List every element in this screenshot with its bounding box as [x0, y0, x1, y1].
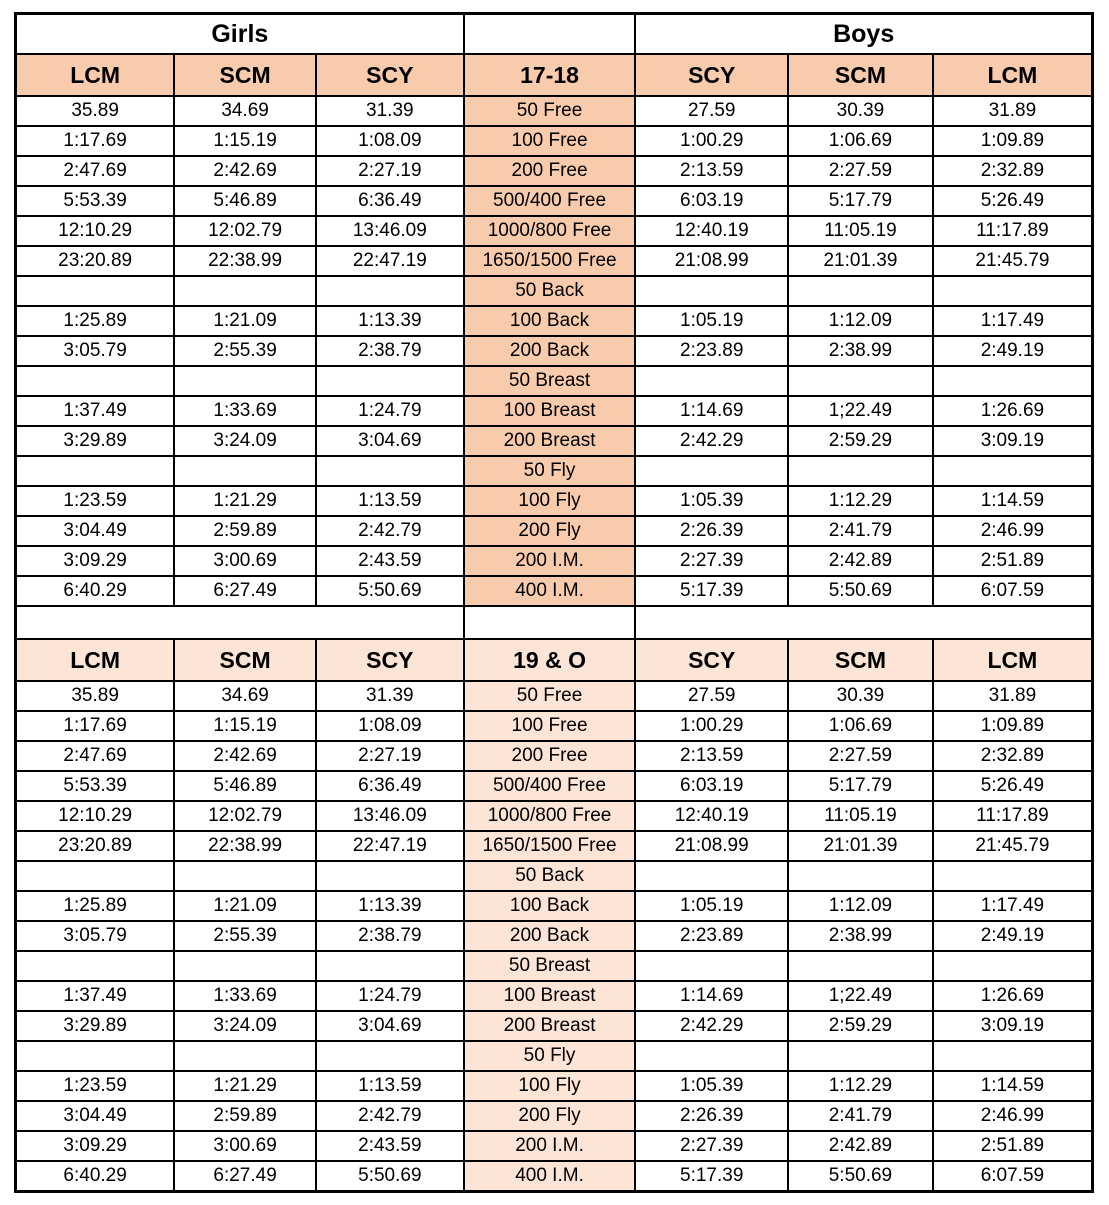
table-row [16, 741, 1093, 771]
event-cell: 100 Breast [464, 396, 636, 426]
time-cell [16, 456, 175, 486]
time-cell: 30.39 [788, 681, 933, 711]
time-cell: 2:13.59 [635, 741, 788, 771]
time-cell: 6:03.19 [635, 186, 788, 216]
time-cell: 2:43.59 [316, 1131, 464, 1161]
event-cell: 1650/1500 Free [464, 831, 636, 861]
time-cell: 2:59.29 [788, 426, 933, 456]
time-cell: 3:04.69 [316, 1011, 464, 1041]
time-cell: 2:26.39 [635, 516, 788, 546]
time-cell: 2:38.99 [788, 336, 933, 366]
time-cell: 22:47.19 [316, 831, 464, 861]
time-cell: 2:42.29 [635, 426, 788, 456]
time-cell: 3:05.79 [16, 336, 175, 366]
time-cell: 5:50.69 [788, 1161, 933, 1192]
time-cell: 2:59.29 [788, 1011, 933, 1041]
table-row [16, 246, 1093, 276]
time-cell: 2:46.99 [933, 1101, 1093, 1131]
time-cell: 1:21.09 [174, 306, 316, 336]
time-cell: 1:15.19 [174, 126, 316, 156]
table-row [16, 951, 1093, 981]
time-cell: 6:07.59 [933, 576, 1093, 606]
time-cell: 3:24.09 [174, 426, 316, 456]
event-cell: 100 Free [464, 126, 636, 156]
time-cell: 1:24.79 [316, 981, 464, 1011]
time-cell: 1:17.49 [933, 891, 1093, 921]
time-cell: 1:21.09 [174, 891, 316, 921]
standards-table-body [16, 14, 1093, 1192]
time-cell: 2:23.89 [635, 921, 788, 951]
time-cell: 2:51.89 [933, 546, 1093, 576]
time-cell: 1:00.29 [635, 711, 788, 741]
time-cell: 3:05.79 [16, 921, 175, 951]
boys-scy-header: SCY [635, 54, 788, 96]
time-cell: 3:24.09 [174, 1011, 316, 1041]
event-cell: 100 Fly [464, 486, 636, 516]
time-cell [933, 366, 1093, 396]
time-cell: 5:17.39 [635, 576, 788, 606]
time-cell: 1:12.29 [788, 1071, 933, 1101]
time-cell: 3:09.19 [933, 426, 1093, 456]
event-cell: 400 I.M. [464, 1161, 636, 1192]
time-cell: 11:17.89 [933, 216, 1093, 246]
time-cell: 1:17.49 [933, 306, 1093, 336]
girls-title: Girls [16, 14, 464, 55]
time-cell: 21:45.79 [933, 831, 1093, 861]
time-cell [16, 276, 175, 306]
boys-lcm-header: LCM [933, 54, 1093, 96]
age-group-header: 17-18 [464, 54, 636, 96]
table-row [16, 1161, 1093, 1192]
girls-lcm-header: LCM [16, 639, 175, 681]
time-cell: 1:00.29 [635, 126, 788, 156]
time-cell [316, 951, 464, 981]
girls-scy-header: SCY [316, 54, 464, 96]
time-cell: 3:00.69 [174, 1131, 316, 1161]
time-cell: 22:47.19 [316, 246, 464, 276]
time-cell: 2:59.89 [174, 516, 316, 546]
event-cell: 100 Back [464, 891, 636, 921]
time-cell: 1:14.69 [635, 981, 788, 1011]
time-cell: 2:38.79 [316, 921, 464, 951]
time-cell: 3:00.69 [174, 546, 316, 576]
time-cell [788, 456, 933, 486]
time-cell: 1:05.19 [635, 891, 788, 921]
time-cell [635, 861, 788, 891]
time-cell: 1:08.09 [316, 711, 464, 741]
time-cell [16, 861, 175, 891]
time-cell: 12:10.29 [16, 801, 175, 831]
time-cell [316, 366, 464, 396]
time-cell [635, 456, 788, 486]
table-row [16, 516, 1093, 546]
time-cell: 1:37.49 [16, 981, 175, 1011]
table-row [16, 1041, 1093, 1071]
age-group-header: 19 & O [464, 639, 636, 681]
event-cell: 1650/1500 Free [464, 246, 636, 276]
spacer-left [16, 606, 464, 639]
time-cell: 31.89 [933, 96, 1093, 126]
time-cell: 1:17.69 [16, 711, 175, 741]
time-cell: 1:09.89 [933, 711, 1093, 741]
event-cell: 200 Free [464, 156, 636, 186]
time-cell [788, 861, 933, 891]
event-cell: 500/400 Free [464, 186, 636, 216]
time-cell: 2:42.79 [316, 1101, 464, 1131]
table-row [16, 306, 1093, 336]
time-cell: 31.39 [316, 681, 464, 711]
time-cell [933, 456, 1093, 486]
time-cell: 1;22.49 [788, 981, 933, 1011]
time-cell [788, 1041, 933, 1071]
time-cell: 1:17.69 [16, 126, 175, 156]
time-cell: 6:27.49 [174, 576, 316, 606]
time-cell: 21:45.79 [933, 246, 1093, 276]
event-cell: 50 Free [464, 96, 636, 126]
time-cell: 12:10.29 [16, 216, 175, 246]
time-cell: 2:23.89 [635, 336, 788, 366]
time-cell: 31.89 [933, 681, 1093, 711]
boys-title: Boys [635, 14, 1092, 55]
time-cell: 1:26.69 [933, 396, 1093, 426]
event-cell: 100 Breast [464, 981, 636, 1011]
time-cell: 2:38.99 [788, 921, 933, 951]
time-cell: 1:05.39 [635, 486, 788, 516]
event-cell: 50 Back [464, 861, 636, 891]
time-cell: 5:50.69 [316, 576, 464, 606]
event-cell: 50 Breast [464, 366, 636, 396]
table-row [16, 1131, 1093, 1161]
time-cell: 6:07.59 [933, 1161, 1093, 1192]
time-cell: 1:33.69 [174, 396, 316, 426]
time-cell: 2:41.79 [788, 516, 933, 546]
event-cell: 200 Breast [464, 426, 636, 456]
time-cell: 2:42.89 [788, 1131, 933, 1161]
time-cell [16, 366, 175, 396]
time-cell: 1:23.59 [16, 1071, 175, 1101]
time-cell: 35.89 [16, 681, 175, 711]
table-row [16, 156, 1093, 186]
boys-scm-header: SCM [788, 639, 933, 681]
time-cell: 2:42.79 [316, 516, 464, 546]
time-cell: 1:13.59 [316, 1071, 464, 1101]
time-cell [933, 861, 1093, 891]
time-cell [788, 951, 933, 981]
time-cell [316, 1041, 464, 1071]
time-standards-sheet [14, 12, 1094, 1193]
time-cell: 5:46.89 [174, 186, 316, 216]
table-row [16, 396, 1093, 426]
time-cell: 5:50.69 [788, 576, 933, 606]
time-cell: 5:26.49 [933, 771, 1093, 801]
time-cell: 2:42.29 [635, 1011, 788, 1041]
time-cell: 2:55.39 [174, 336, 316, 366]
time-cell: 6:36.49 [316, 186, 464, 216]
time-cell [316, 276, 464, 306]
time-cell: 3:04.69 [316, 426, 464, 456]
boys-lcm-header: LCM [933, 639, 1093, 681]
spacer-right [635, 606, 1092, 639]
time-cell: 5:50.69 [316, 1161, 464, 1192]
table-row [16, 891, 1093, 921]
time-cell: 1:14.59 [933, 486, 1093, 516]
time-cell: 5:26.49 [933, 186, 1093, 216]
time-cell: 1:21.29 [174, 486, 316, 516]
time-cell: 6:40.29 [16, 576, 175, 606]
time-cell: 2:38.79 [316, 336, 464, 366]
table-row [16, 546, 1093, 576]
time-cell [316, 456, 464, 486]
table-row [16, 981, 1093, 1011]
event-cell: 200 Fly [464, 516, 636, 546]
time-cell [174, 456, 316, 486]
time-cell: 22:38.99 [174, 246, 316, 276]
time-cell: 1:14.59 [933, 1071, 1093, 1101]
time-cell: 5:17.79 [788, 186, 933, 216]
table-row [16, 1101, 1093, 1131]
time-cell: 1:12.09 [788, 891, 933, 921]
time-cell: 1:06.69 [788, 711, 933, 741]
event-cell: 50 Back [464, 276, 636, 306]
event-cell: 200 Back [464, 921, 636, 951]
time-cell: 1:21.29 [174, 1071, 316, 1101]
time-cell [174, 276, 316, 306]
time-cell: 2:32.89 [933, 741, 1093, 771]
time-cell: 27.59 [635, 681, 788, 711]
time-cell: 21:08.99 [635, 831, 788, 861]
time-cell: 3:29.89 [16, 1011, 175, 1041]
table-row [16, 456, 1093, 486]
time-cell: 12:40.19 [635, 216, 788, 246]
time-cell: 2:43.59 [316, 546, 464, 576]
event-cell: 200 Fly [464, 1101, 636, 1131]
time-cell [316, 861, 464, 891]
table-row [16, 576, 1093, 606]
time-cell: 1:26.69 [933, 981, 1093, 1011]
time-cell: 11:17.89 [933, 801, 1093, 831]
time-cell: 12:02.79 [174, 216, 316, 246]
time-cell: 2:42.89 [788, 546, 933, 576]
time-cell: 23:20.89 [16, 246, 175, 276]
time-cell: 5:46.89 [174, 771, 316, 801]
time-cell: 5:17.79 [788, 771, 933, 801]
time-cell [174, 1041, 316, 1071]
time-cell: 2:27.19 [316, 741, 464, 771]
girls-lcm-header: LCM [16, 54, 175, 96]
time-cell [788, 276, 933, 306]
time-cell: 6:27.49 [174, 1161, 316, 1192]
time-cell: 2:51.89 [933, 1131, 1093, 1161]
time-standards-table [14, 12, 1094, 1193]
time-cell: 23:20.89 [16, 831, 175, 861]
event-cell: 100 Back [464, 306, 636, 336]
time-cell: 3:09.29 [16, 1131, 175, 1161]
time-cell [174, 366, 316, 396]
time-cell: 11:05.19 [788, 801, 933, 831]
time-cell: 27.59 [635, 96, 788, 126]
time-cell [635, 366, 788, 396]
time-cell: 35.89 [16, 96, 175, 126]
time-cell: 1:33.69 [174, 981, 316, 1011]
table-row [16, 1011, 1093, 1041]
time-cell: 1:37.49 [16, 396, 175, 426]
gender-title-row [16, 14, 1093, 55]
time-cell: 2:32.89 [933, 156, 1093, 186]
column-header-row [16, 54, 1093, 96]
time-cell: 2:46.99 [933, 516, 1093, 546]
time-cell: 3:04.49 [16, 516, 175, 546]
table-row [16, 831, 1093, 861]
event-cell: 200 Back [464, 336, 636, 366]
time-cell: 2:13.59 [635, 156, 788, 186]
time-cell [16, 1041, 175, 1071]
time-cell: 13:46.09 [316, 216, 464, 246]
table-row [16, 186, 1093, 216]
time-cell [174, 951, 316, 981]
table-row [16, 711, 1093, 741]
time-cell [788, 366, 933, 396]
time-cell: 34.69 [174, 681, 316, 711]
time-cell: 2:42.69 [174, 156, 316, 186]
time-cell: 1:12.09 [788, 306, 933, 336]
table-row [16, 1071, 1093, 1101]
event-cell: 100 Fly [464, 1071, 636, 1101]
event-cell: 200 Free [464, 741, 636, 771]
time-cell: 21:01.39 [788, 831, 933, 861]
time-cell: 1:09.89 [933, 126, 1093, 156]
event-cell: 50 Fly [464, 456, 636, 486]
time-cell: 6:03.19 [635, 771, 788, 801]
table-row [16, 366, 1093, 396]
time-cell: 22:38.99 [174, 831, 316, 861]
girls-scm-header: SCM [174, 54, 316, 96]
time-cell: 34.69 [174, 96, 316, 126]
time-cell: 1:24.79 [316, 396, 464, 426]
time-cell: 1:05.39 [635, 1071, 788, 1101]
table-row [16, 801, 1093, 831]
time-cell: 6:36.49 [316, 771, 464, 801]
table-row [16, 921, 1093, 951]
time-cell: 2:42.69 [174, 741, 316, 771]
time-cell: 2:49.19 [933, 921, 1093, 951]
time-cell: 3:29.89 [16, 426, 175, 456]
time-cell: 6:40.29 [16, 1161, 175, 1192]
boys-scm-header: SCM [788, 54, 933, 96]
time-cell: 2:26.39 [635, 1101, 788, 1131]
time-cell: 1:14.69 [635, 396, 788, 426]
event-cell: 100 Free [464, 711, 636, 741]
time-cell: 2:27.19 [316, 156, 464, 186]
table-row [16, 861, 1093, 891]
time-cell: 1:08.09 [316, 126, 464, 156]
time-cell: 1:12.29 [788, 486, 933, 516]
time-cell: 1:13.39 [316, 306, 464, 336]
time-cell [933, 276, 1093, 306]
table-row [16, 276, 1093, 306]
event-cell: 200 I.M. [464, 546, 636, 576]
event-cell: 500/400 Free [464, 771, 636, 801]
time-cell: 5:53.39 [16, 186, 175, 216]
time-cell: 2:27.59 [788, 741, 933, 771]
spacer-row [16, 606, 1093, 639]
time-cell: 1:23.59 [16, 486, 175, 516]
table-row [16, 771, 1093, 801]
time-cell: 1:05.19 [635, 306, 788, 336]
time-cell: 2:59.89 [174, 1101, 316, 1131]
boys-scy-header: SCY [635, 639, 788, 681]
table-row [16, 126, 1093, 156]
event-cell: 50 Fly [464, 1041, 636, 1071]
time-cell: 1:13.59 [316, 486, 464, 516]
time-cell [174, 861, 316, 891]
time-cell: 3:04.49 [16, 1101, 175, 1131]
time-cell: 5:17.39 [635, 1161, 788, 1192]
table-row [16, 426, 1093, 456]
column-header-row [16, 639, 1093, 681]
time-cell: 1:25.89 [16, 891, 175, 921]
time-cell: 2:47.69 [16, 156, 175, 186]
time-cell: 3:09.19 [933, 1011, 1093, 1041]
event-cell: 400 I.M. [464, 576, 636, 606]
table-row [16, 336, 1093, 366]
time-cell: 1:13.39 [316, 891, 464, 921]
event-cell: 50 Free [464, 681, 636, 711]
time-cell [635, 1041, 788, 1071]
time-cell: 3:09.29 [16, 546, 175, 576]
girls-scy-header: SCY [316, 639, 464, 681]
time-cell: 21:08.99 [635, 246, 788, 276]
time-cell: 12:40.19 [635, 801, 788, 831]
time-cell [933, 1041, 1093, 1071]
event-cell: 200 I.M. [464, 1131, 636, 1161]
table-row [16, 486, 1093, 516]
event-cell: 200 Breast [464, 1011, 636, 1041]
event-cell: 50 Breast [464, 951, 636, 981]
event-cell: 1000/800 Free [464, 801, 636, 831]
time-cell: 2:27.39 [635, 1131, 788, 1161]
time-cell [16, 951, 175, 981]
time-cell: 2:41.79 [788, 1101, 933, 1131]
time-cell: 2:55.39 [174, 921, 316, 951]
time-cell [933, 951, 1093, 981]
table-row [16, 216, 1093, 246]
time-cell [635, 951, 788, 981]
spacer-event [464, 606, 636, 639]
time-cell: 11:05.19 [788, 216, 933, 246]
event-title-spacer [464, 14, 636, 55]
time-cell [635, 276, 788, 306]
time-cell: 1:25.89 [16, 306, 175, 336]
time-cell: 5:53.39 [16, 771, 175, 801]
time-cell: 2:47.69 [16, 741, 175, 771]
time-cell: 13:46.09 [316, 801, 464, 831]
time-cell: 31.39 [316, 96, 464, 126]
time-cell: 2:27.59 [788, 156, 933, 186]
time-cell: 1:06.69 [788, 126, 933, 156]
girls-scm-header: SCM [174, 639, 316, 681]
time-cell: 1:15.19 [174, 711, 316, 741]
time-cell: 21:01.39 [788, 246, 933, 276]
table-row [16, 681, 1093, 711]
time-cell: 2:49.19 [933, 336, 1093, 366]
time-cell: 30.39 [788, 96, 933, 126]
event-cell: 1000/800 Free [464, 216, 636, 246]
time-cell: 2:27.39 [635, 546, 788, 576]
time-cell: 12:02.79 [174, 801, 316, 831]
table-row [16, 96, 1093, 126]
time-cell: 1;22.49 [788, 396, 933, 426]
